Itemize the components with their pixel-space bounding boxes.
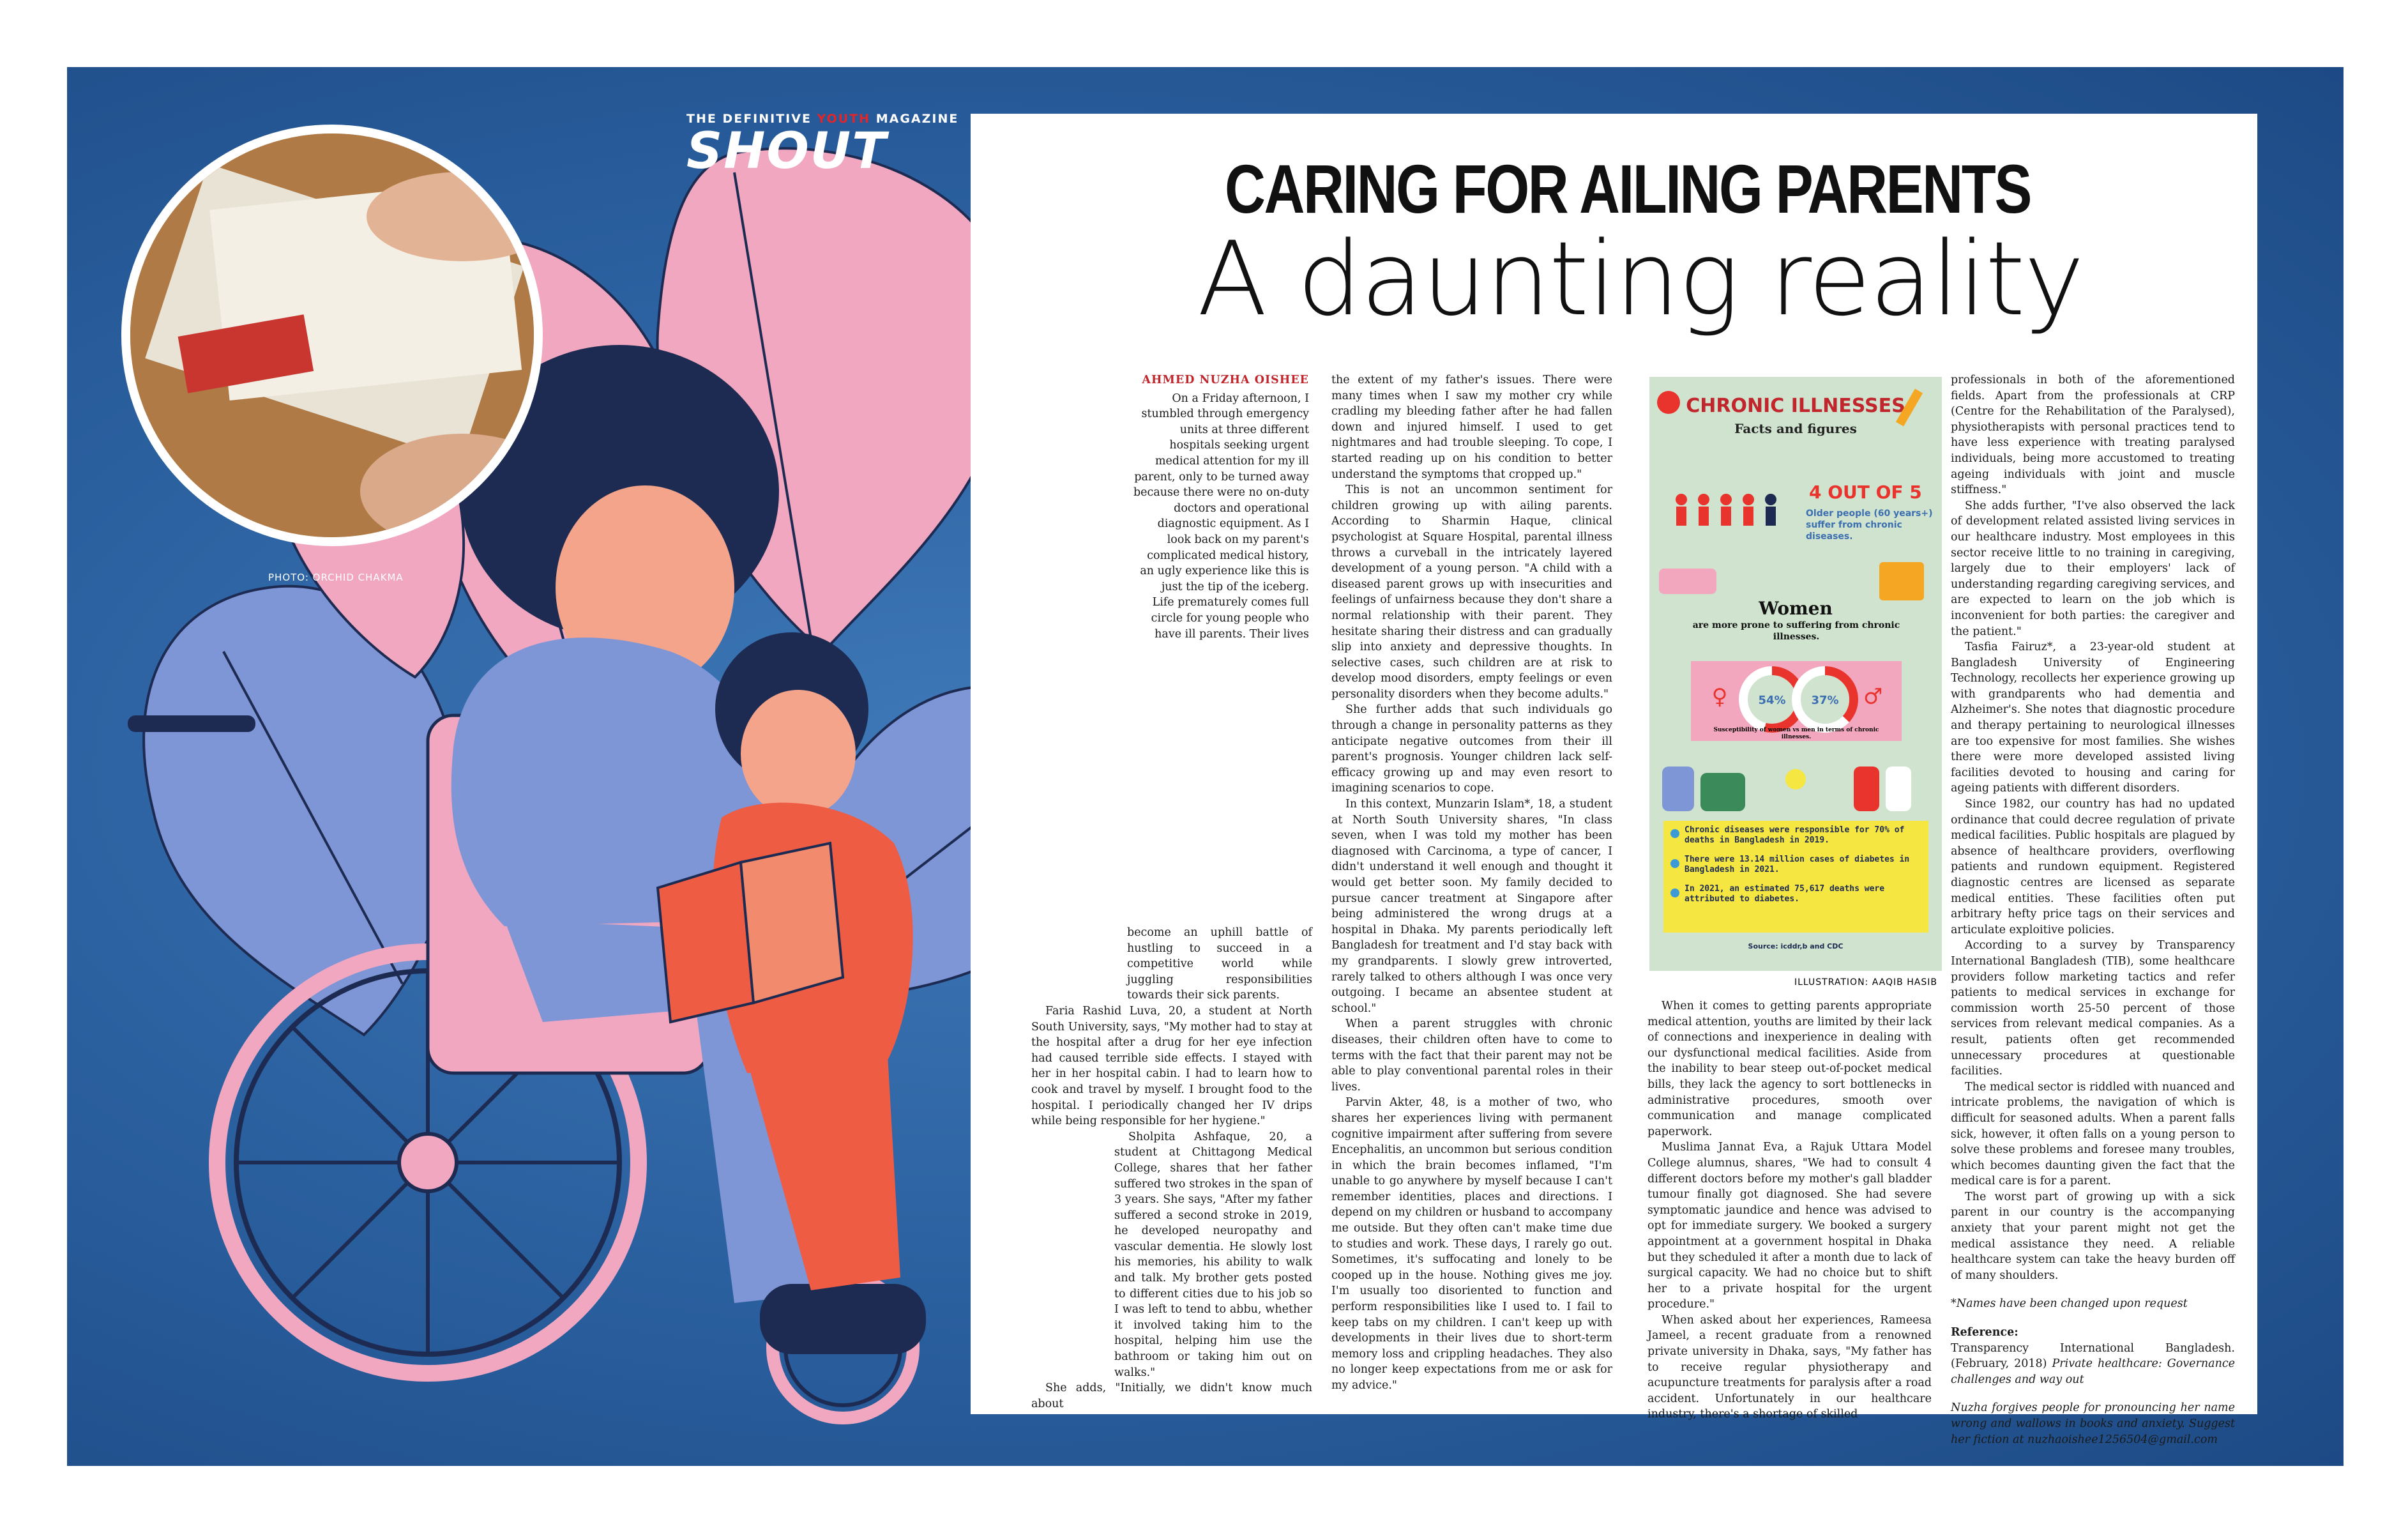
headline: CARING FOR AILING PARENTS [1225,150,2031,227]
fact-item: There were 13.14 million cases of diabetes in Bangladesh in 2021. [1685,855,1910,874]
paragraph: Since 1982, our country has had no updated ordinance that could decree regulation of private medical facilities. Public hospitals are plagued by absence of healthcare providers, overflowing patients and rundown equipment. Registered diagnostic centres are licensed as separate medical entities. These facilities often put arbitrary hefty price tags on their services and articulate exploitive policies. [1951,798,2235,936]
paragraph: Life prematurely comes full circle for young people who have ill parents. Their lives [1151,596,1309,641]
stat-text: Older people (60 years+) suffer from chronic diseases. [1806,508,1933,542]
women-percent: 54% [1758,694,1786,707]
column-1 [1130,372,1309,642]
paragraph: Faria Rashid Luva, 20, a student at North South University, says, "My mother had to stay at the hospital after a drug for her eye infection had caused terrible side effects. I stayed with her in her hospital cabin. I had to learn how to cook and travel by myself. I brought food to the hospital. I periodically changed her IV drips while being responsible for her hygiene." [1031,1004,1312,1128]
masthead [686,112,959,180]
bullet-icon [1670,829,1679,838]
footnote: *Names have been changed upon request [1951,1297,2188,1311]
pill-icon [1657,391,1680,414]
author-note: Nuzha forgives people for pronouncing her name wrong and wallows in books and anxiety. Suggest her fiction at nuzhaoishee1256504@gmail.com [1951,1401,2235,1446]
photo-credit: PHOTO: ORCHID CHAKMA [268,572,404,583]
bullet-icon [1670,859,1679,868]
infographic-graphics [1649,377,1942,971]
column-1b [1031,925,1312,1412]
photo-medical-reports [121,125,543,546]
byline: AHMED NUZHA OISHEE [1142,374,1309,386]
paragraph: According to a survey by Transparency International Bangladesh (TIB), some healthcare providers follow marketing tactics and refer patients to medical services in exchange for commission worth 25-50 percent of those services from relevant medical companies. As a result, patients often get recommended unnecessary procedures at questionable facilities. [1951,939,2235,1078]
infographic-source: Source: icddr,b and CDC [1748,942,1844,950]
women-heading: Women [1759,598,1833,619]
stat-big: 4 OUT OF 5 [1809,482,1922,503]
shout-logo: SHOUT [686,123,888,180]
article-panel [971,114,2257,1446]
fact-item: Chronic diseases were responsible for 70% of deaths in Bangladesh in 2019. [1685,825,1905,845]
paragraph: She adds further, "I've also observed the lack of development related assisted living services in our healthcare industry. Most employees in this sector receive little to no training in caregiving, largely due to their employers' lack of understanding regarding caregiving services, and are expected to learn on the job which is inconvenient for both parties: the caregiver and the patient." [1951,499,2235,638]
infographic-title: CHRONIC ILLNESSES [1686,395,1905,417]
subheadline: A daunting reality [1197,219,2084,339]
women-text: are more prone to suffering from chronic illnesses. [1692,620,1900,642]
paragraph: professionals in both of the aforementioned fields. Apart from the professionals at CRP (Centre for the Rehabilitation of the Paralysed), physiotherapists with personal practices tend to have less experience with treating paralysed individuals, being more accustomed to treating ageing individuals with joint and muscle stiffness." [1951,374,2235,497]
fact-item: In 2021, an estimated 75,617 deaths were attributed to diabetes. [1685,884,1885,904]
pills-icon [1659,568,1716,594]
column-3 [1647,998,1932,1422]
facts-list [1685,825,1924,913]
men-percent: 37% [1811,694,1839,707]
paragraph: Tasfia Fairuz*, a 23-year-old student at Bangladesh University of Engineering Technology, recollects her experience growing up with grandparents who had dementia and Alzheimer's. She notes that diagnostic procedure and therapy pertaining to neurological illnesses are too expensive for most families. She wishes there were more developed assisted living facilities devoted to housing and caring for ageing patients with different disorders. [1951,641,2235,795]
paragraph: She further adds that such individuals go through a change in personality patterns as they anticipate negative outcomes from their ill parent's prognosis. Younger children lack self-efficacy growing up and may even resort to imagining scenarios to cope. [1331,703,1612,795]
bullet-icon [1670,889,1679,897]
paragraph: When asked about her experiences, Rameesa Jameel, a recent graduate from a renowned private university in Dhaka, says, "My father has to receive regular physiotherapy and acupuncture treatments for paralysis after a road accident. Unfortunately in our healthcare industry, there's a shortage of skilled [1647,1313,1932,1421]
paragraph: The medical sector is riddled with nuanced and intricate problems, the navigation of which is difficult for seasoned adults. When a parent falls sick, however, it often falls on a young person to solve these problems and foresee many troubles, which becomes daunting given the fact that the medical care is for a parent. [1951,1080,2235,1188]
percent-caption: Susceptibility of women vs men in terms of chronic illnesses. [1713,727,1879,740]
paragraph: When a parent struggles with chronic diseases, their children often have to come to terms with the fact that their parent may not be able to play conventional parental roles in their lives. [1331,1018,1612,1094]
paragraph: become an uphill battle of hustling to succeed in a competitive world while juggling responsibilities towards their sick parents. [1127,926,1312,1002]
reference-heading: Reference: [1951,1326,2018,1339]
paragraph: On a Friday afternoon, I stumbled through emergency units at three different hospitals seeking urgent medical attention for my ill parent, only to be turned away because there were no on-duty doctors and operational diagnostic equipment. As I look back on my parent's complicated medical history, an ugly experience like this is just the tip of the iceberg. [1133,392,1309,593]
medical-reports-image [130,133,534,537]
paragraph: Sholpita Ashfaque, 20, a student at Chittagong Medical College, shares that her father suffered two strokes in the span of 3 years. She says, "After my father suffered a second stroke in 2019, he developed neuropathy and vascular dementia. He slowly lost his memories, his ability to walk and talk. My brother gets posted to different cities due to his job so I was left to tend to abbu, whether it involved taking him to the hospital, helping him use the bathroom or taking him out on walks." [1114,1130,1312,1379]
paragraph: When it comes to getting parents appropriate medical attention, youths are limited by their lack of connections and inexperience in dealing with our dysfunctional medical facilities. Aside from the inability to bear steep out-of-pocket medical bills, they lack the agency to sort bottlenecks in administrative procedures, smooth over communication and manage complicated paperwork. [1647,1000,1932,1138]
paragraph: She adds, "Initially, we didn't know much about [1031,1382,1312,1410]
masthead-tagline: THE DEFINITIVE YOUTH MAGAZINE [686,112,959,126]
paragraph: Muslima Jannat Eva, a Rajuk Uttara Model College alumnus, shares, "We had to consult 4 different doctors before my mother's gall bladder tumour finally got diagnosed. She had severe symptomatic jaundice and hence was advised to opt for immediate surgery. We booked a surgery appointment at a government hospital in Dhaka but they scheduled it after a month due to lack of surgical capacity. We had no choice but to shift her to a private hospital for the urgent procedure." [1647,1141,1932,1311]
column-2 [1331,372,1612,1394]
infographic-subtitle: Facts and figures [1734,421,1857,436]
paragraph: the extent of my father's issues. There were many times when I saw my mother cry while cradling my bleeding father after he had fallen down and injured himself. I used to get nightmares and had trouble sleeping. To cope, I started reading up on his condition to better understand the symptoms that cropped up." [1331,374,1612,481]
illustration-credit: ILLUSTRATION: AAQIB HASIB [1794,977,1937,988]
paragraph: Parvin Akter, 48, is a mother of two, who shares her experiences living with permanent cognitive impairment after suffering from severe Encephalitis, an uncommon but serious condition in which the brain becomes inflamed, "I'm unable to go anywhere by myself because I can't remember identities, places and directions. I depend on my children or husband to accompany me outside. But they often can't make time due to studies and work. These days, I rarely go out. Sometimes, it's suffocating and lonely to be cooped up in the house. Nothing gives me joy. I'm usually too disoriented to function and perform responsibilities like I used to. I fail to keep tabs on my children. I can't keep up with developments in their lives due to short-term memory loss and crippling headaches. They also no longer keep expectations from me or ask for my advice." [1331,1096,1612,1392]
medicine-bottle-icon [1879,562,1924,600]
woman-icon: ♀ [1711,684,1728,710]
paragraph: This is not an uncommon sentiment for children growing up with ailing parents. According to Sharmin Haque, clinical psychologist at Square Hospital, parental illness throws a curveball in the intricately layered development of a young person. "A child with a diseased parent grows up with insecurities and feelings of unfairness because they don't share a normal relationship with their parent. They hesitate sharing their distress and can gradually slip into anxiety and depressive thoughts. In selective cases, such children are at risk to develop mood disorders, empty feelings or even personality disorders when they become adults." [1331,484,1612,701]
man-icon: ♂ [1863,684,1883,710]
paragraph: The worst part of growing up with a sick parent in our country is the accompanying anxiety that your parent might not get the medical assistance they need. A reliable healthcare system can take the heavy burden off of many shoulders. [1951,1190,2235,1282]
infographic-chronic-illnesses [1649,377,1942,971]
reference-text: Transparency International Bangladesh. (February, 2018) Private healthcare: Governance challenges and way out [1951,1341,2236,1386]
paragraph: In this context, Munzarin Islam*, 18, a student at North South University shares, "In class seven, when I was told my mother has been diagnosed with Carcinoma, a type of cancer, I didn't understand it well enough and thought it would get better soon. My family decided to pursue cancer treatment at Singapore after being administered the wrong drugs at a hospital in Dhaka. My parents periodically left Bangladesh for treatment and I'd stay back with my grandparents. I slowly grew introverted, rarely talked to others although I was once very outgoing. I became an absentee student at school." [1331,798,1612,1015]
column-4 [1951,372,2235,1447]
